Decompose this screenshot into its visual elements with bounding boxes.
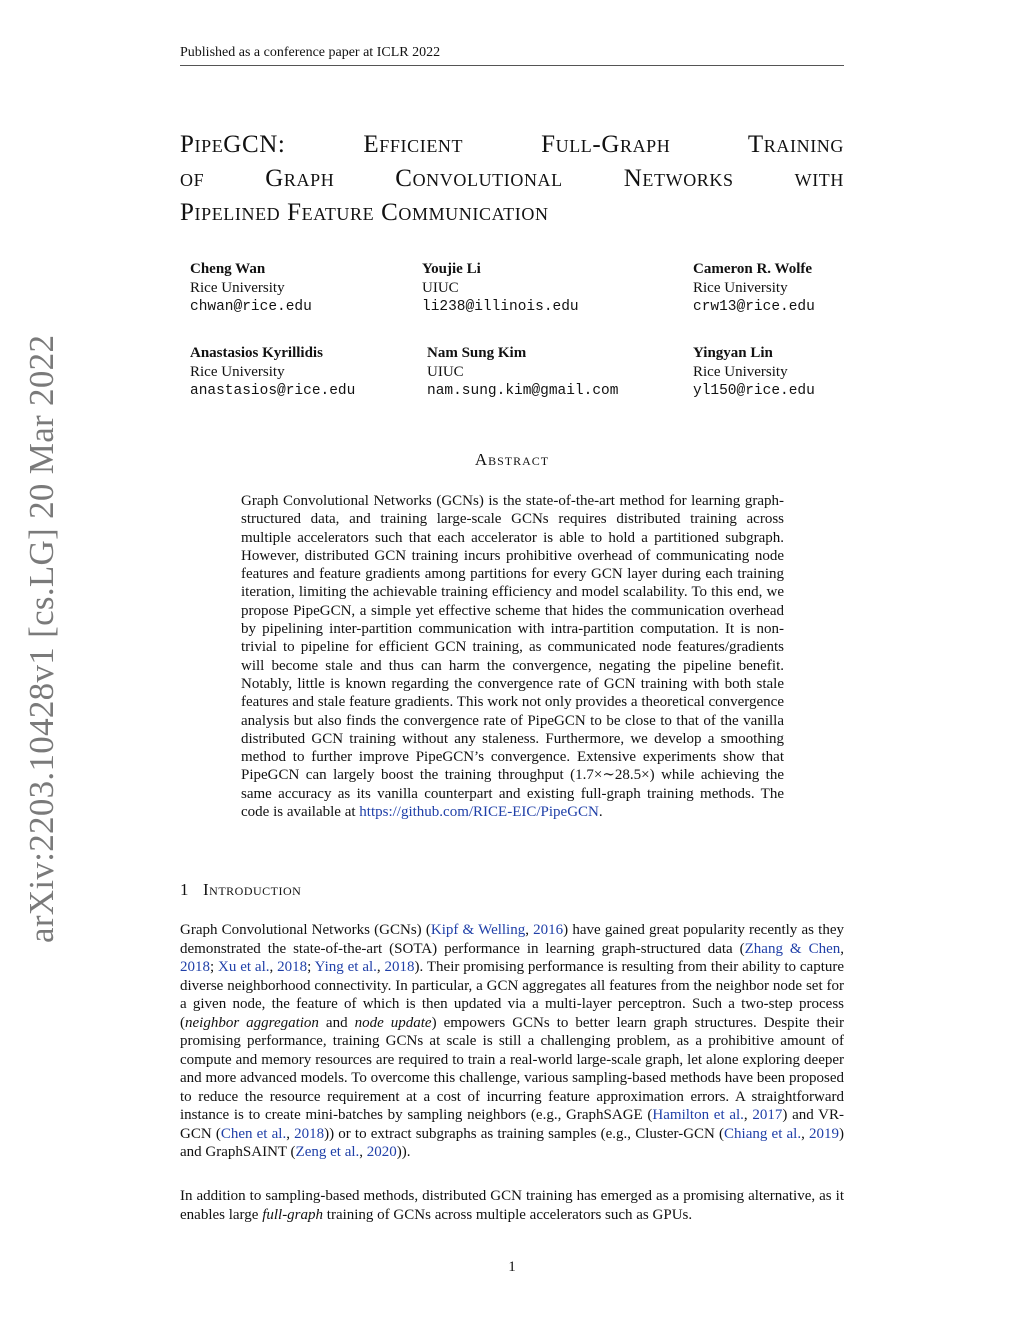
paper-title xyxy=(180,128,844,230)
body-text-run: , xyxy=(376,959,385,975)
code-link[interactable]: https://github.com/RICE-EIC/PipeGCN xyxy=(359,804,599,821)
body-text-run: , xyxy=(743,1107,753,1123)
body-text-run: )) or to extract subgraphs as training samples (e.g., Cluster-GCN ( xyxy=(324,1125,725,1142)
body-text-run: training of GCNs across multiple accelerators such as GPUs. xyxy=(323,1206,693,1223)
body-text-run: and xyxy=(318,1014,355,1031)
author-block xyxy=(190,260,312,317)
emphasis-text: node update xyxy=(354,1014,432,1031)
page-number: 1 xyxy=(508,1259,516,1275)
body-text-run: ). Their promising performance is resulting from their ability to capture diverse neighborhood connectivity. In particular, a GCN aggregates all features from the neighbor node set for a given node, the feature of which is then updated via a multi-layer perceptron. Such a two-step process ( xyxy=(180,959,845,1031)
author-name: Cameron R. Wolfe xyxy=(693,261,813,277)
author-block xyxy=(190,344,355,401)
abstract-end: . xyxy=(598,804,603,821)
section-title: Introduction xyxy=(203,880,302,899)
author-email[interactable]: yl150@rice.edu xyxy=(693,383,815,399)
author-affiliation: Rice University xyxy=(190,280,285,296)
citation-link[interactable]: 2018 xyxy=(384,959,415,975)
author-email[interactable]: chwan@rice.edu xyxy=(190,299,312,315)
citation-link[interactable]: 2018 xyxy=(277,959,308,975)
body-text-run: ) and GraphSAINT ( xyxy=(180,1125,844,1160)
author-name: Yingyan Lin xyxy=(693,345,773,361)
citation-link[interactable]: 2018 xyxy=(294,1125,325,1142)
author-email[interactable]: nam.sung.kim@gmail.com xyxy=(427,383,619,399)
body-text-run: , xyxy=(359,1144,367,1160)
author-email[interactable]: li238@illinois.edu xyxy=(422,299,579,315)
citation-link[interactable]: 2019 xyxy=(809,1125,839,1142)
body-text-run: ) have gained great popularity recently as they demonstrated the state-of-the-art (SOTA) performance in learning graph-structured data ( xyxy=(180,922,844,957)
title-line-2: of Graph Convolutional Networks with xyxy=(180,165,844,192)
author-email[interactable]: crw13@rice.edu xyxy=(693,299,815,315)
author-affiliation: Rice University xyxy=(693,280,788,296)
author-email[interactable]: anastasios@rice.edu xyxy=(190,383,356,399)
citation-link[interactable]: Hamilton et al. xyxy=(652,1107,744,1123)
body-text-run: Graph Convolutional Networks (GCNs) ( xyxy=(180,922,431,938)
body-text-run: , xyxy=(840,940,844,957)
citation-link[interactable]: 2020 xyxy=(366,1144,397,1160)
emphasis-text: full-graph xyxy=(262,1206,324,1223)
body-text-run: ) and VR-GCN ( xyxy=(180,1107,845,1142)
intro-paragraph-2 xyxy=(180,1187,844,1224)
abstract-text: Graph Convolutional Networks (GCNs) is the state-of-the-art method for learning graph-structured data, and training large-scale GCNs requires distributed training across multiple accelerators such that each accelerator is able to hold a partitioned subgraph. However, distributed GCN training incurs prohibitive overhead of communicating node features and feature gradients among partitions for every GCN layer during each training iteration, limiting the achievable training efficiency and model scalability. To this end, we propose PipeGCN, a simple yet effective scheme that hides the communication overhead by pipelining inter-partition communication with intra-partition computation. It is non-trivial to pipeline for efficient GCN training, as communicated node features/gradients will become stale and thus can harm the convergence, negating the pipeline benefit. Notably, little is known regarding the convergence rate of GCN training with both stale features and stale feature gradients. This work not only provides a theoretical convergence analysis but also finds the convergence rate of PipeGCN to be close to that of the vanilla distributed GCN training without any staleness. Furthermore, we develop a smoothing method to further improve PipeGCN’s convergence. Extensive experiments show that PipeGCN can largely boost the training throughput (1.7×∼28.5×) while achieving the same accuracy as its vanilla counterpart and existing full-graph training methods. The code is available at xyxy=(241,493,784,821)
abstract-heading: Abstract xyxy=(474,450,550,469)
citation-link[interactable]: 2016 xyxy=(533,922,564,938)
author-name: Youjie Li xyxy=(422,261,481,277)
section-heading xyxy=(180,879,301,901)
author-affiliation: Rice University xyxy=(190,364,285,380)
author-block xyxy=(427,344,618,401)
title-line-1: PipeGCN: Efficient Full-Graph Training xyxy=(180,131,844,158)
citation-link[interactable]: Zeng et al. xyxy=(295,1144,360,1160)
citation-link[interactable]: Zhang & Chen xyxy=(744,940,841,957)
body-text-run: , xyxy=(801,1125,809,1142)
citation-link[interactable]: 2018 xyxy=(180,959,210,975)
body-text-run: , xyxy=(269,959,278,975)
arxiv-stamp: arXiv:2203.10428v1 [cs.LG] 20 Mar 2022 xyxy=(22,334,61,943)
author-affiliation: Rice University xyxy=(693,364,788,380)
author-name: Nam Sung Kim xyxy=(427,345,527,361)
author-name: Cheng Wan xyxy=(190,261,266,277)
author-block xyxy=(693,344,815,401)
title-line-3: Pipelined Feature Communication xyxy=(180,199,549,226)
body-text-run: , xyxy=(286,1125,295,1142)
author-name: Anastasios Kyrillidis xyxy=(190,345,323,361)
running-header: Published as a conference paper at ICLR 2022 xyxy=(180,44,844,66)
body-text-run: ; xyxy=(307,959,315,975)
section-number: 1 xyxy=(180,880,189,899)
intro-paragraph-1 xyxy=(180,921,844,1162)
citation-link[interactable]: 2017 xyxy=(752,1107,783,1123)
body-text-run: ; xyxy=(210,959,219,975)
citation-link[interactable]: Xu et al. xyxy=(218,959,270,975)
abstract-body xyxy=(241,492,784,821)
citation-link[interactable]: Kipf & Welling xyxy=(430,922,526,938)
body-text-run: In addition to sampling-based methods, distributed GCN training has emerged as a promising alternative, as it enables large xyxy=(180,1188,844,1223)
body-text-run: )). xyxy=(396,1144,411,1160)
citation-link[interactable]: Chiang et al. xyxy=(724,1125,802,1142)
author-affiliation: UIUC xyxy=(422,280,459,296)
citation-link[interactable]: Ying et al. xyxy=(314,959,377,975)
body-text-run: ) empowers GCNs to better learn graph structures. Despite their promising performance, training GCNs at scale is still a challenging problem, as a prohibitive amount of compute and memory resources are required to train a real-world large-scale graph, let alone exploring deeper and more advanced models. To overcome this challenge, various sampling-based methods have been proposed to reduce the resource requirement at a cost of incurring feature approximation errors. A straightforward instance is to create mini-batches by sampling neighbors (e.g., GraphSAGE ( xyxy=(180,1014,845,1123)
author-block xyxy=(422,260,579,317)
body-text-run: , xyxy=(525,922,534,938)
citation-link[interactable]: Chen et al. xyxy=(220,1125,287,1142)
emphasis-text: neighbor aggregation xyxy=(185,1014,319,1031)
author-block xyxy=(693,260,815,317)
author-affiliation: UIUC xyxy=(427,364,464,380)
